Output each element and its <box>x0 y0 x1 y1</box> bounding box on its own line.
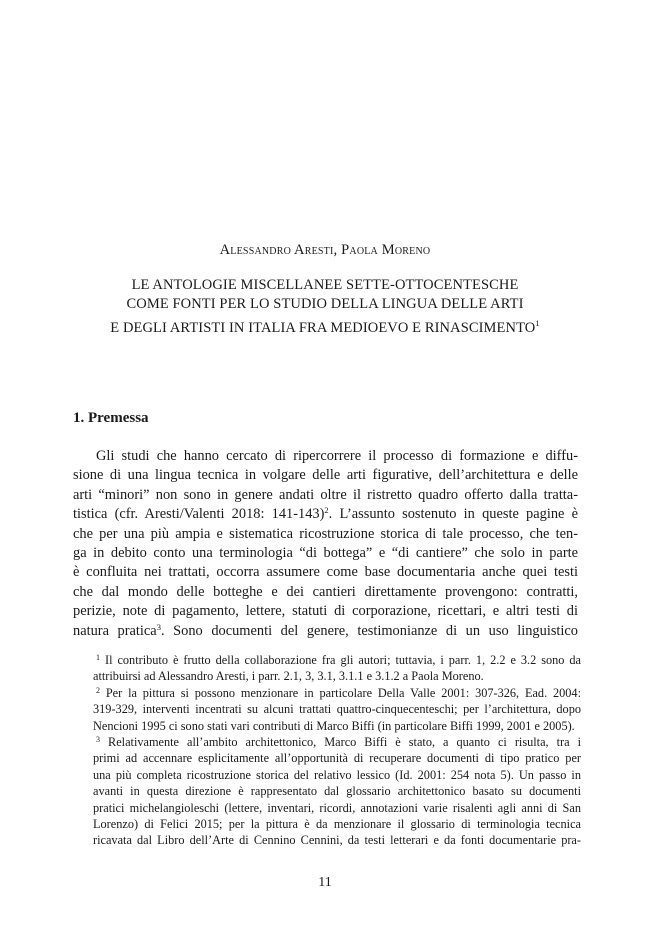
footnote-line: una più completa ricostruzione storica del relativo lessico (Id. 2001: 254 nota 5). Un passo in <box>93 767 581 782</box>
body-line: arti “minori” non sono in genere andati oltre il ristretto quadro offerto dalla tratta- <box>73 486 578 503</box>
article-title <box>0 276 650 338</box>
footnote-line <box>96 652 581 668</box>
body-line: è confluita nei trattati, occorra assumere come base documentaria anche quei testi <box>73 564 578 581</box>
body-line: sione di una lingua tecnica in volgare delle arti figurative, dell’architettura e delle <box>73 467 578 484</box>
body-line <box>73 505 578 524</box>
footnotes <box>93 652 581 849</box>
title-line-text: E DEGLI ARTISTI IN ITALIA FRA MEDIOEVO E RINASCIMENTO <box>110 320 536 336</box>
footnote-line: pratici michelangioleschi (lettere, inventari, ricordi, annotazioni varie risalenti agli anni di San <box>93 800 581 815</box>
footnote-line: 319-329, interventi incentrati su alcuni trattati quattro-cinquecenteschi; per l’architettura, dopo <box>93 702 581 717</box>
footnote-line: attribuirsi ad Alessandro Aresti, i parr. 2.1, 3, 3.1, 3.1.1 e 3.1.2 a Paola Moreno. <box>93 669 484 684</box>
footnote-2 <box>93 685 581 734</box>
body-line: che dal mondo delle botteghe e dei cantieri direttamente provengono: contratti, <box>73 583 578 600</box>
footnote-3 <box>93 734 581 849</box>
footnote-text: Relativamente all’ambito architettonico, Marco Biffi è stato, a quanto ci risulta, tra i <box>108 735 581 750</box>
body-paragraph <box>73 447 578 641</box>
footnote-number: 3 <box>96 735 100 745</box>
body-line-text: . Sono documenti del genere, testimonianze di un uso linguistico <box>160 622 579 639</box>
footnote-text: Per la pittura si possono menzionare in particolare Della Valle 2001: 307-326, Ead. 2004: <box>105 685 582 700</box>
footnote-number: 1 <box>96 653 100 662</box>
footnote-line: avanti in questa direzione è rappresentato dal glossario architettonico basato su documenti <box>93 784 581 799</box>
footnote-line: Nencioni 1995 ci sono stati vari contributi di Marco Biffi (in particolare Biffi 1999, 2001 e 2005). <box>93 718 575 733</box>
title-line: COME FONTI PER LO STUDIO DELLA LINGUA DELLE ARTI <box>126 296 524 312</box>
footnote-line: Lorenzo) di Felici 2015; per la pittura è da menzionare il glossario di terminologia tecnica <box>93 817 581 832</box>
page-number: 11 <box>318 875 332 890</box>
body-line: ga in debito conto una terminologia “di bottega” e “di cantiere” che solo in parte <box>73 545 578 562</box>
body-line-text: natura pratica <box>73 622 157 639</box>
footnote-line: ricavata dal Libro dell’Arte di Cennino Cennini, da testi letterari e da fonti documentarie pra- <box>93 833 581 848</box>
footnote-ref[interactable]: 2 <box>324 505 329 516</box>
footnote-line <box>96 685 581 701</box>
body-line <box>73 622 578 641</box>
footnote-1 <box>93 652 581 685</box>
article-authors: Alessandro Aresti, Paola Moreno <box>219 242 431 258</box>
body-line: Gli studi che hanno cercato di ripercorrere il processo di formazione e diffu- <box>96 448 578 464</box>
footnote-text: Il contributo è frutto della collaborazione fra gli autori; tuttavia, i parr. 1, 2.2 e 3.2 sono da <box>104 653 581 667</box>
footnote-ref[interactable]: 1 <box>535 318 540 328</box>
title-line: LE ANTOLOGIE MISCELLANEE SETTE-OTTOCENTESCHE <box>131 277 519 293</box>
title-line <box>0 314 650 338</box>
body-line-text: tistica (cfr. Aresti/Valenti 2018: 141-143) <box>73 506 325 523</box>
body-line-text: . L’assunto sostenuto in queste pagine è <box>328 506 578 523</box>
body-line: perizie, note di pagamento, lettere, statuti di corporazione, ricettari, e altri testi di <box>73 603 578 620</box>
footnote-line: primi ad accennare esplicitamente all’opportunità di recuperare documenti di tipo pratico per <box>93 751 581 766</box>
footnote-line <box>96 734 581 750</box>
footnote-ref[interactable]: 3 <box>156 621 161 632</box>
body-line: che per una più ampia e sistematica ricostruzione storica di tale processo, che ten- <box>73 525 578 542</box>
footnote-number: 2 <box>96 685 100 695</box>
section-heading: 1. Premessa <box>73 410 149 426</box>
